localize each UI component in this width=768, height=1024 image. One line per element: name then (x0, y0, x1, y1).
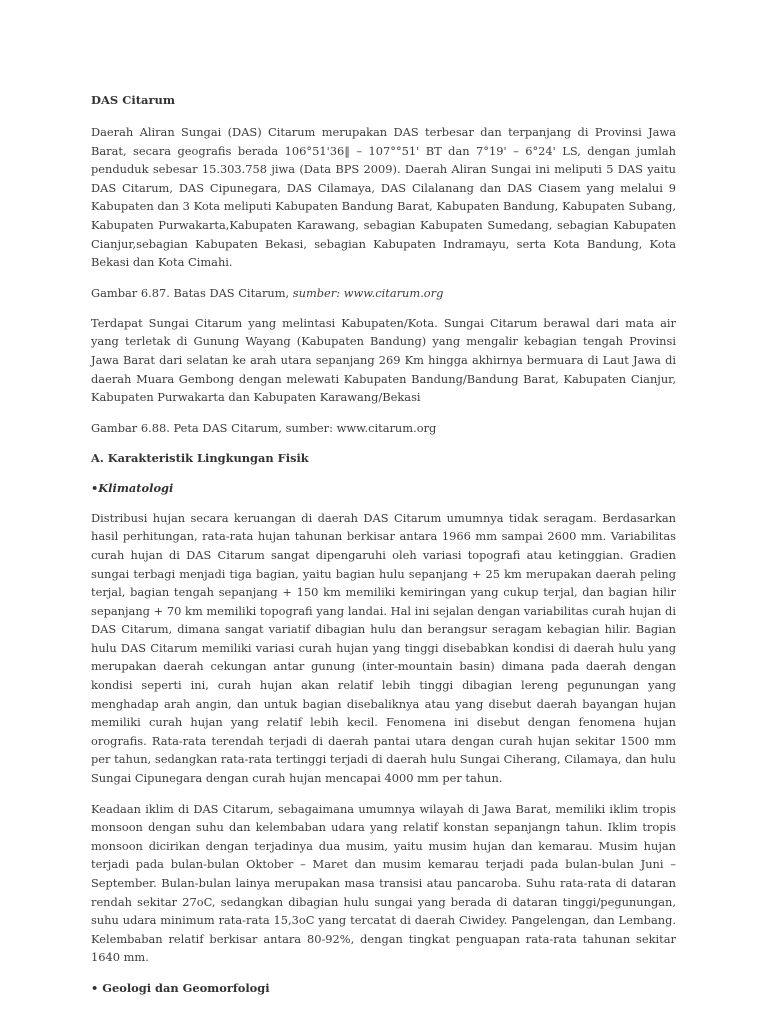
paragraph-intro: Daerah Aliran Sungai (DAS) Citarum merupakan DAS terbesar dan terpanjang di Provinsi Jawa Barat, secara geografis berada 106°51'36‖ – 107°°51' BT dan 7°19' – 6°24' LS, dengan jumlah penduduk sebesar 15.303.758 jiwa (Data BPS 2009). Daerah Aliran Sungai ini meliputi 5 DAS yaitu DAS Citarum, DAS Cipunegara, DAS Cilamaya, DAS Cilalanang dan DAS Ciasem yang melalui 9 Kabupaten dan 3 Kota meliputi Kabupaten Bandung Barat, Kabupaten Bandung, Kabupaten Subang, Kabupaten Purwakarta,Kabupaten Karawang, sebagian Kabupaten Sumedang, sebagian Kabupaten Cianjur,sebagian Kabupaten Bekasi, sebagian Kabupaten Indramayu, serta Kota Bandung, Kota Bekasi dan Kota Cimahi. (91, 125, 676, 270)
paragraph-river: Terdapat Sungai Citarum yang melintasi Kabupaten/Kota. Sungai Citarum berawal dari mata air yang terletak di Gunung Wayang (Kabupaten Bandung) yang mengalir kebagian tengah Provinsi Jawa Barat dari selatan ke arah utara sepanjang 269 Km hingga akhirnya bermuara di Laut Jawa di daerah Muara Gembong dengan melewati Kabupaten Bandung/Bandung Barat, Kabupaten Cianjur, Kabupaten Purwakarta dan Kabupaten Karawang/Bekasi (91, 315, 676, 405)
subsection-heading-climatology: •Klimatologi (91, 480, 174, 495)
document-title: DAS Citarum (91, 93, 176, 107)
paragraph-climate: Keadaan iklim di DAS Citarum, sebagaimana umumnya wilayah di Jawa Barat, memiliki iklim tropis monsoon dengan suhu dan kelembaban udara yang relatif konstan sepanjangn tahun. Iklim tropis monsoon dicirikan dengan terjadinya dua musim, yaitu musim hujan dan kemarau. Musim hujan terjadi pada bulan-bulan Oktober – Maret dan musim kemarau terjadi pada bulan-bulan Juni – September. Bulan-bulan lainya merupakan masa transisi atau pancaroba. Suhu rata-rata di dataran rendah sekitar 27oC, sedangkan dibagian hulu sungai yang berada di dataran tinggi/pegunungan, suhu udara minimum rata-rata 15,3oC yang tercatat di daerah Ciwidey. Pangelengan, dan Lembang. Kelembaban relatif berkisar antara 80-92%, dengan tingkat penguapan rata-rata tahunan sekitar 1640 mm. (91, 801, 676, 965)
document-page (91, 91, 676, 1009)
caption-text: Gambar 6.87. Batas DAS Citarum, (91, 285, 293, 300)
figure-caption-map: Gambar 6.88. Peta DAS Citarum, sumber: www.citarum.org (91, 420, 437, 435)
paragraph-rainfall: Distribusi hujan secara keruangan di daerah DAS Citarum umumnya tidak seragam. Berdasarkan hasil perhitungan, rata-rata hujan tahunan berkisar antara 1966 mm sampai 2600 mm. Variabilitas curah hujan di DAS Citarum sangat dipengaruhi oleh variasi topografi atau ketinggian. Gradien sungai terbagi menjadi tiga bagian, yaitu bagian hulu sepanjang + 25 km merupakan daerah peling terjal, bagian tengah sepanjang + 150 km memiliki kemiringan yang cukup terjal, dan bagian hilir sepanjang + 70 km memiliki topografi yang landai. Hal ini sejalan dengan variabilitas curah hujan di DAS Citarum, dimana sangat variatif dibagian hulu dan berangsur seragam kebagian hilir. Bagian hulu DAS Citarum memiliki variasi curah hujan yang tinggi disebabkan kondisi di daerah hulu yang merupakan daerah cekungan antar gunung (inter-mountain basin) dimana pada daerah dengan kondisi seperti ini, curah hujan akan relatif lebih tinggi dibagian lereng pegunungan yang menghadap arah angin, dan untuk bagian disebaliknya atau yang disebut daerah bayangan hujan memiliki curah hujan yang relatif lebih kecil. Fenomena ini disebut dengan fenomena hujan orografis. Rata-rata terendah terjadi di daerah pantai utara dengan curah hujan sekitar 1500 mm per tahun, sedangkan rata-rata tertinggi terjadi di daerah hulu Sungai Ciherang, Cilamaya, dan hulu Sungai Cipunegara dengan curah hujan mencapai 4000 mm per tahun. (91, 510, 676, 786)
figure-caption-boundary (91, 284, 676, 302)
subsection-heading-geology: • Geologi dan Geomorfologi (91, 980, 270, 995)
caption-source: sumber: www.citarum.org (292, 285, 444, 300)
section-heading-physical: A. Karakteristik Lingkungan Fisik (91, 450, 309, 465)
